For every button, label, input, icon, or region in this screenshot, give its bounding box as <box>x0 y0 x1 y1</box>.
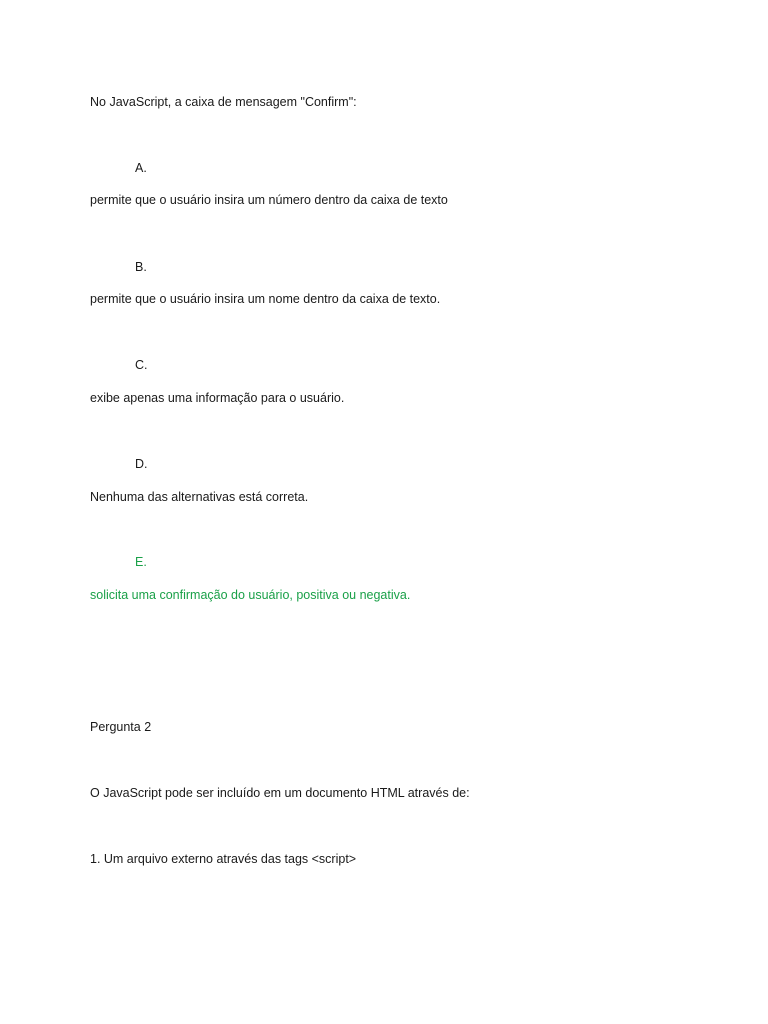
option-a-text: permite que o usuário insira um número dentro da caixa de texto <box>90 193 448 207</box>
question-1-prompt: No JavaScript, a caixa de mensagem "Confirm": <box>90 95 357 109</box>
option-d-text: Nenhuma das alternativas está correta. <box>90 490 309 504</box>
option-b-text: permite que o usuário insira um nome dentro da caixa de texto. <box>90 292 441 306</box>
option-b-letter: B. <box>135 260 147 274</box>
question-2-heading: Pergunta 2 <box>90 720 152 734</box>
option-e-letter-correct: E. <box>135 555 147 569</box>
option-e-text-correct: solicita uma confirmação do usuário, positiva ou negativa. <box>90 588 411 602</box>
option-a-letter: A. <box>135 161 147 175</box>
question-2-prompt: O JavaScript pode ser incluído em um documento HTML através de: <box>90 786 470 800</box>
question-2-item-1: 1. Um arquivo externo através das tags <script> <box>90 852 357 866</box>
option-c-text: exibe apenas uma informação para o usuário. <box>90 391 345 405</box>
option-d-letter: D. <box>135 457 148 471</box>
option-c-letter: C. <box>135 358 148 372</box>
